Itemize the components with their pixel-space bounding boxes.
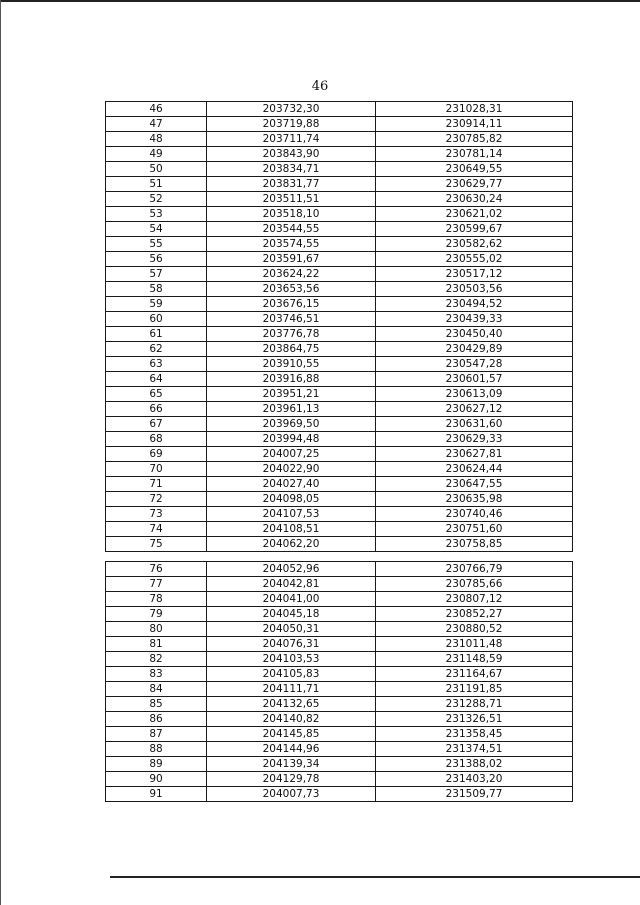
y-coordinate-cell: 231288,71 bbox=[376, 697, 573, 712]
table-row bbox=[106, 417, 573, 432]
table-row bbox=[106, 117, 573, 132]
table-row bbox=[106, 562, 573, 577]
table-row bbox=[106, 637, 573, 652]
point-number-cell: 78 bbox=[106, 592, 207, 607]
table-row bbox=[106, 192, 573, 207]
point-number-cell: 51 bbox=[106, 177, 207, 192]
y-coordinate-cell: 230582,62 bbox=[376, 237, 573, 252]
x-coordinate-cell: 204052,96 bbox=[207, 562, 376, 577]
point-number-cell: 56 bbox=[106, 252, 207, 267]
point-number-cell: 59 bbox=[106, 297, 207, 312]
y-coordinate-cell: 231374,51 bbox=[376, 742, 573, 757]
table-row bbox=[106, 327, 573, 342]
page-edge-bottom bbox=[110, 876, 640, 878]
table-row bbox=[106, 507, 573, 522]
point-number-cell: 75 bbox=[106, 537, 207, 552]
y-coordinate-cell: 230785,82 bbox=[376, 132, 573, 147]
table-row bbox=[106, 297, 573, 312]
y-coordinate-cell: 230785,66 bbox=[376, 577, 573, 592]
point-number-cell: 73 bbox=[106, 507, 207, 522]
point-number-cell: 46 bbox=[106, 102, 207, 117]
y-coordinate-cell: 231191,85 bbox=[376, 682, 573, 697]
y-coordinate-cell: 230630,24 bbox=[376, 192, 573, 207]
y-coordinate-cell: 230629,77 bbox=[376, 177, 573, 192]
point-number-cell: 82 bbox=[106, 652, 207, 667]
x-coordinate-cell: 203994,48 bbox=[207, 432, 376, 447]
y-coordinate-cell: 230517,12 bbox=[376, 267, 573, 282]
point-number-cell: 54 bbox=[106, 222, 207, 237]
point-number-cell: 67 bbox=[106, 417, 207, 432]
point-number-cell: 87 bbox=[106, 727, 207, 742]
y-coordinate-cell: 230450,40 bbox=[376, 327, 573, 342]
point-number-cell: 52 bbox=[106, 192, 207, 207]
table-row bbox=[106, 177, 573, 192]
table-row bbox=[106, 102, 573, 117]
x-coordinate-cell: 203511,51 bbox=[207, 192, 376, 207]
table-row bbox=[106, 477, 573, 492]
point-number-cell: 61 bbox=[106, 327, 207, 342]
y-coordinate-cell: 230613,09 bbox=[376, 387, 573, 402]
y-coordinate-cell: 230629,33 bbox=[376, 432, 573, 447]
table-row bbox=[106, 342, 573, 357]
y-coordinate-cell: 230627,12 bbox=[376, 402, 573, 417]
table-row bbox=[106, 682, 573, 697]
table-row bbox=[106, 402, 573, 417]
y-coordinate-cell: 230627,81 bbox=[376, 447, 573, 462]
x-coordinate-cell: 204022,90 bbox=[207, 462, 376, 477]
y-coordinate-cell: 231326,51 bbox=[376, 712, 573, 727]
x-coordinate-cell: 204007,73 bbox=[207, 787, 376, 802]
table-row bbox=[106, 577, 573, 592]
y-coordinate-cell: 231403,20 bbox=[376, 772, 573, 787]
x-coordinate-cell: 204042,81 bbox=[207, 577, 376, 592]
point-number-cell: 91 bbox=[106, 787, 207, 802]
y-coordinate-cell: 230649,55 bbox=[376, 162, 573, 177]
y-coordinate-cell: 230807,12 bbox=[376, 592, 573, 607]
table-row bbox=[106, 282, 573, 297]
point-number-cell: 71 bbox=[106, 477, 207, 492]
x-coordinate-cell: 203951,21 bbox=[207, 387, 376, 402]
x-coordinate-cell: 203711,74 bbox=[207, 132, 376, 147]
table-row bbox=[106, 537, 573, 552]
x-coordinate-cell: 204108,51 bbox=[207, 522, 376, 537]
x-coordinate-cell: 204145,85 bbox=[207, 727, 376, 742]
y-coordinate-cell: 230751,60 bbox=[376, 522, 573, 537]
point-number-cell: 62 bbox=[106, 342, 207, 357]
point-number-cell: 63 bbox=[106, 357, 207, 372]
x-coordinate-cell: 204103,53 bbox=[207, 652, 376, 667]
y-coordinate-cell: 230429,89 bbox=[376, 342, 573, 357]
table-row bbox=[106, 727, 573, 742]
table-row bbox=[106, 462, 573, 477]
table-row bbox=[106, 757, 573, 772]
table-row bbox=[106, 607, 573, 622]
point-number-cell: 60 bbox=[106, 312, 207, 327]
point-number-cell: 81 bbox=[106, 637, 207, 652]
y-coordinate-cell: 230439,33 bbox=[376, 312, 573, 327]
y-coordinate-cell: 230758,85 bbox=[376, 537, 573, 552]
table-row bbox=[106, 207, 573, 222]
table-row bbox=[106, 252, 573, 267]
y-coordinate-cell: 230624,44 bbox=[376, 462, 573, 477]
y-coordinate-cell: 230766,79 bbox=[376, 562, 573, 577]
x-coordinate-cell: 203910,55 bbox=[207, 357, 376, 372]
table-row bbox=[106, 697, 573, 712]
table-row bbox=[106, 147, 573, 162]
y-coordinate-cell: 230601,57 bbox=[376, 372, 573, 387]
table-row bbox=[106, 522, 573, 537]
point-number-cell: 70 bbox=[106, 462, 207, 477]
table-row bbox=[106, 357, 573, 372]
y-coordinate-cell: 231011,48 bbox=[376, 637, 573, 652]
x-coordinate-cell: 203843,90 bbox=[207, 147, 376, 162]
point-number-cell: 69 bbox=[106, 447, 207, 462]
point-number-cell: 85 bbox=[106, 697, 207, 712]
y-coordinate-cell: 230852,27 bbox=[376, 607, 573, 622]
point-number-cell: 68 bbox=[106, 432, 207, 447]
y-coordinate-cell: 230740,46 bbox=[376, 507, 573, 522]
x-coordinate-cell: 204062,20 bbox=[207, 537, 376, 552]
x-coordinate-cell: 203864,75 bbox=[207, 342, 376, 357]
table-row bbox=[106, 162, 573, 177]
x-coordinate-cell: 204027,40 bbox=[207, 477, 376, 492]
point-number-cell: 83 bbox=[106, 667, 207, 682]
point-number-cell: 53 bbox=[106, 207, 207, 222]
table-row bbox=[106, 222, 573, 237]
y-coordinate-cell: 230494,52 bbox=[376, 297, 573, 312]
point-number-cell: 49 bbox=[106, 147, 207, 162]
x-coordinate-cell: 203969,50 bbox=[207, 417, 376, 432]
y-coordinate-cell: 231509,77 bbox=[376, 787, 573, 802]
y-coordinate-cell: 231028,31 bbox=[376, 102, 573, 117]
table-row bbox=[106, 312, 573, 327]
point-number-cell: 66 bbox=[106, 402, 207, 417]
point-number-cell: 86 bbox=[106, 712, 207, 727]
x-coordinate-cell: 203916,88 bbox=[207, 372, 376, 387]
table-row bbox=[106, 237, 573, 252]
table-row bbox=[106, 372, 573, 387]
table-row bbox=[106, 432, 573, 447]
x-coordinate-cell: 204140,82 bbox=[207, 712, 376, 727]
x-coordinate-cell: 204041,00 bbox=[207, 592, 376, 607]
point-number-cell: 77 bbox=[106, 577, 207, 592]
y-coordinate-cell: 231358,45 bbox=[376, 727, 573, 742]
table-row bbox=[106, 387, 573, 402]
y-coordinate-cell: 230555,02 bbox=[376, 252, 573, 267]
table-row bbox=[106, 267, 573, 282]
x-coordinate-cell: 204129,78 bbox=[207, 772, 376, 787]
page-edge-left bbox=[0, 0, 1, 905]
table-row bbox=[106, 787, 573, 802]
x-coordinate-cell: 203676,15 bbox=[207, 297, 376, 312]
x-coordinate-cell: 203653,56 bbox=[207, 282, 376, 297]
point-number-cell: 88 bbox=[106, 742, 207, 757]
point-number-cell: 64 bbox=[106, 372, 207, 387]
y-coordinate-cell: 230880,52 bbox=[376, 622, 573, 637]
table-row bbox=[106, 447, 573, 462]
point-number-cell: 55 bbox=[106, 237, 207, 252]
y-coordinate-cell: 230621,02 bbox=[376, 207, 573, 222]
y-coordinate-cell: 230631,60 bbox=[376, 417, 573, 432]
y-coordinate-cell: 231388,02 bbox=[376, 757, 573, 772]
y-coordinate-cell: 230547,28 bbox=[376, 357, 573, 372]
page-number: 46 bbox=[311, 79, 329, 94]
point-number-cell: 76 bbox=[106, 562, 207, 577]
point-number-cell: 57 bbox=[106, 267, 207, 282]
y-coordinate-cell: 230635,98 bbox=[376, 492, 573, 507]
x-coordinate-cell: 204045,18 bbox=[207, 607, 376, 622]
table-row bbox=[106, 667, 573, 682]
x-coordinate-cell: 203591,67 bbox=[207, 252, 376, 267]
x-coordinate-cell: 203624,22 bbox=[207, 267, 376, 282]
x-coordinate-cell: 204139,34 bbox=[207, 757, 376, 772]
point-number-cell: 50 bbox=[106, 162, 207, 177]
y-coordinate-cell: 231148,59 bbox=[376, 652, 573, 667]
x-coordinate-cell: 204076,31 bbox=[207, 637, 376, 652]
y-coordinate-cell: 230781,14 bbox=[376, 147, 573, 162]
point-number-cell: 47 bbox=[106, 117, 207, 132]
point-number-cell: 74 bbox=[106, 522, 207, 537]
x-coordinate-cell: 203732,30 bbox=[207, 102, 376, 117]
coordinates-table-1 bbox=[105, 101, 573, 552]
table-row bbox=[106, 712, 573, 727]
x-coordinate-cell: 204050,31 bbox=[207, 622, 376, 637]
x-coordinate-cell: 203746,51 bbox=[207, 312, 376, 327]
y-coordinate-cell: 230647,55 bbox=[376, 477, 573, 492]
y-coordinate-cell: 230599,67 bbox=[376, 222, 573, 237]
x-coordinate-cell: 203518,10 bbox=[207, 207, 376, 222]
table-row bbox=[106, 592, 573, 607]
point-number-cell: 80 bbox=[106, 622, 207, 637]
table-row bbox=[106, 772, 573, 787]
x-coordinate-cell: 203961,13 bbox=[207, 402, 376, 417]
point-number-cell: 58 bbox=[106, 282, 207, 297]
table-row bbox=[106, 622, 573, 637]
point-number-cell: 90 bbox=[106, 772, 207, 787]
x-coordinate-cell: 203544,55 bbox=[207, 222, 376, 237]
x-coordinate-cell: 203719,88 bbox=[207, 117, 376, 132]
point-number-cell: 65 bbox=[106, 387, 207, 402]
x-coordinate-cell: 203574,55 bbox=[207, 237, 376, 252]
point-number-cell: 79 bbox=[106, 607, 207, 622]
table-row bbox=[106, 652, 573, 667]
point-number-cell: 72 bbox=[106, 492, 207, 507]
x-coordinate-cell: 203831,77 bbox=[207, 177, 376, 192]
coordinates-table-2 bbox=[105, 561, 573, 802]
x-coordinate-cell: 203776,78 bbox=[207, 327, 376, 342]
table-row bbox=[106, 132, 573, 147]
table-row bbox=[106, 742, 573, 757]
x-coordinate-cell: 204098,05 bbox=[207, 492, 376, 507]
y-coordinate-cell: 231164,67 bbox=[376, 667, 573, 682]
page-edge-top bbox=[0, 0, 640, 2]
x-coordinate-cell: 204107,53 bbox=[207, 507, 376, 522]
x-coordinate-cell: 204132,65 bbox=[207, 697, 376, 712]
x-coordinate-cell: 203834,71 bbox=[207, 162, 376, 177]
y-coordinate-cell: 230914,11 bbox=[376, 117, 573, 132]
x-coordinate-cell: 204105,83 bbox=[207, 667, 376, 682]
x-coordinate-cell: 204111,71 bbox=[207, 682, 376, 697]
point-number-cell: 89 bbox=[106, 757, 207, 772]
x-coordinate-cell: 204144,96 bbox=[207, 742, 376, 757]
point-number-cell: 84 bbox=[106, 682, 207, 697]
y-coordinate-cell: 230503,56 bbox=[376, 282, 573, 297]
x-coordinate-cell: 204007,25 bbox=[207, 447, 376, 462]
point-number-cell: 48 bbox=[106, 132, 207, 147]
table-row bbox=[106, 492, 573, 507]
